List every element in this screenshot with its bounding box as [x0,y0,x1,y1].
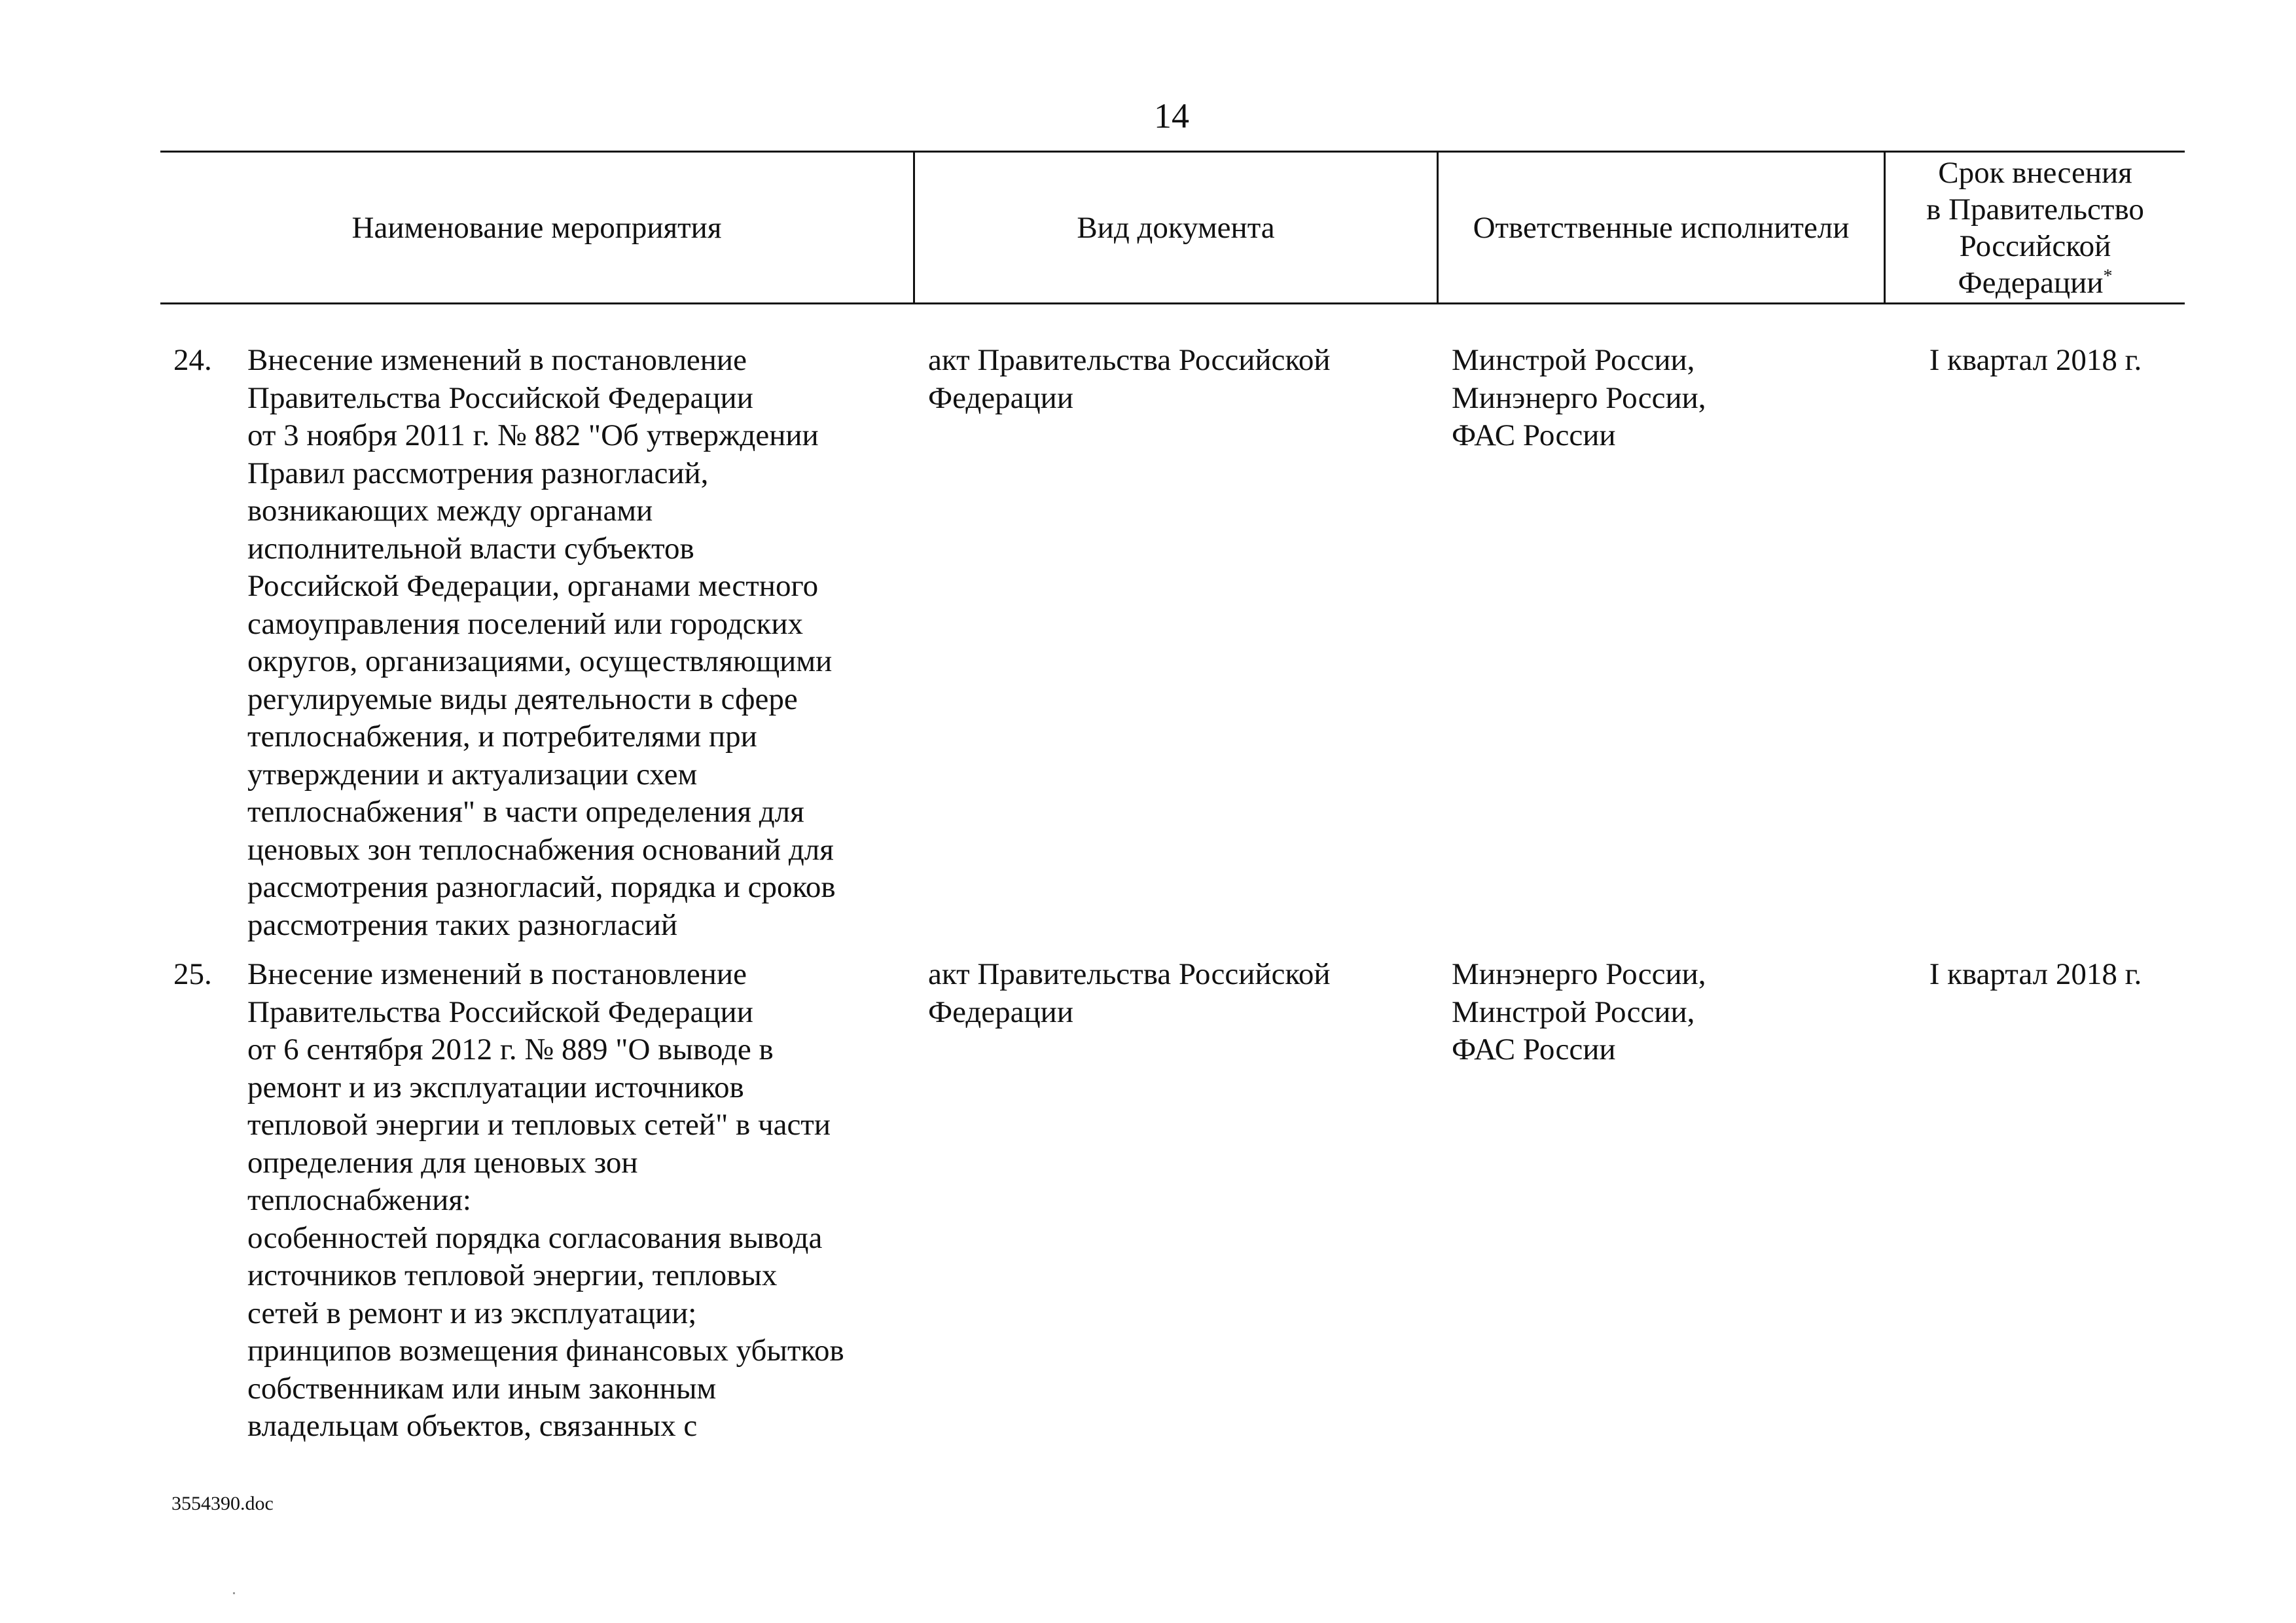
header-deadline-line: Федерации [1958,265,2104,300]
header-deadline-line-last [1926,264,2144,301]
header-deadline-line: Российской [1959,228,2111,263]
document-type: акт Правительства Российской Федерации [928,343,1331,415]
event-name: Внесение изменений в постановление Правительства Российской Федерации от 3 ноября 2011 г. № 882 "Об утверждении Правил рассмотрения разногласий, возникающих между органами исполнительной власти субъектов Российской Федерации, органами местного самоуправления поселений или городских округов, организациями, осуществляющими регулируемые виды деятельности в сфере теплоснабжения, и потребителями при утверждении и актуализации схем теплоснабжения" в части определения для ценовых зон теплоснабжения оснований для рассмотрения разногласий, порядка и сроков рассмотрения таких разногласий [247,343,836,942]
table-header-bottom-rule [160,302,2185,304]
event-name: Внесение изменений в постановление Правительства Российской Федерации от 6 сентября 2012 г. № 889 "О выводе в ремонт и из эксплуатации источников тепловой энергии и тепловых сетей" в части определения для ценовых зон теплоснабжения: особенностей порядка согласования вывода источников тепловой энергии, тепловых сетей в ремонт и из эксплуатации; принципов возмещения финансовых убытков собственникам или иным законным владельцам объектов, связанных с [247,957,844,1443]
header-submission-deadline [1886,153,2185,302]
header-document-type: Вид документа [1077,210,1275,245]
submission-deadline: I квартал 2018 г. [1929,957,2142,991]
footer-filename: 3554390.doc [171,1493,274,1514]
responsible-executors: Минэнерго России, Минстрой России, ФАС России [1452,957,1706,1067]
scan-speck [233,1592,235,1594]
header-responsible-executors: Ответственные исполнители [1473,210,1850,245]
row-number: 24. [173,343,212,377]
footnote-mark: * [2103,265,2113,286]
responsible-executors: Минстрой России, Минэнерго России, ФАС России [1452,343,1706,452]
page-number: 14 [1154,96,1189,136]
submission-deadline: I квартал 2018 г. [1929,343,2142,377]
header-event-name: Наименование мероприятия [351,210,722,245]
header-deadline-line: Срок внесения [1938,155,2132,190]
header-deadline-line: в Правительство [1926,192,2144,227]
document-type: акт Правительства Российской Федерации [928,957,1331,1029]
row-number: 25. [173,957,212,991]
